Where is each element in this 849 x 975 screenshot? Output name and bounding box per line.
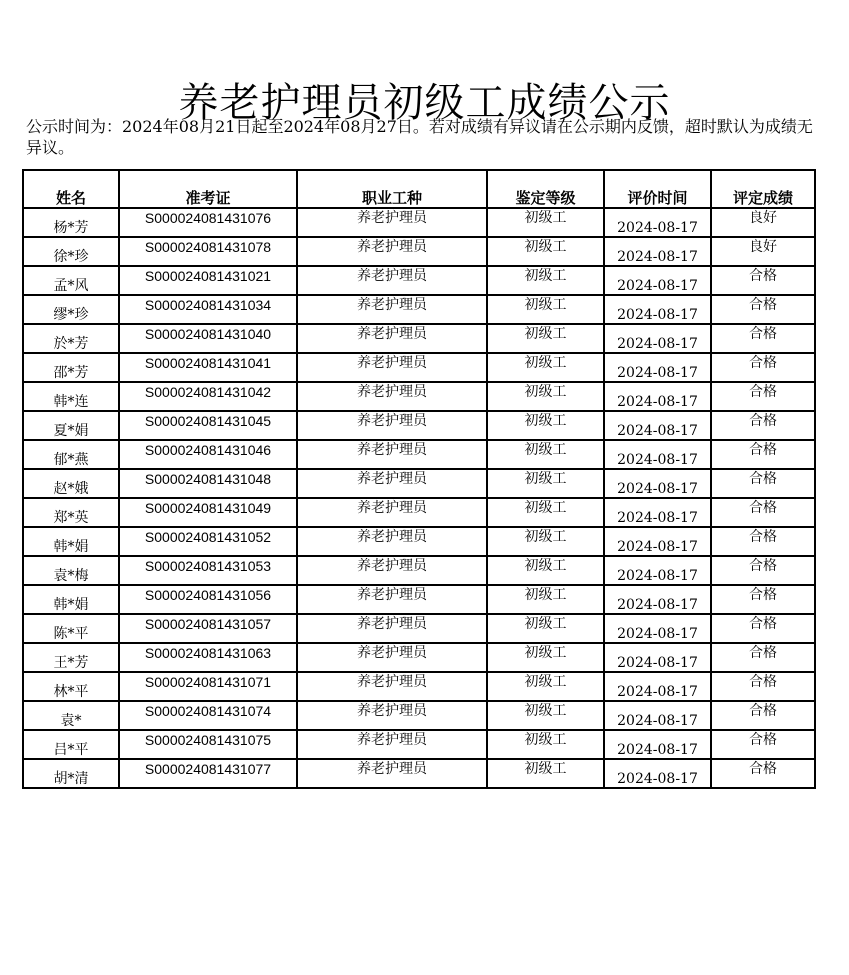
page-title: 养老护理员初级工成绩公示 [178,79,671,126]
table-row [23,295,815,324]
cell-exam-id: S000024081431063 [119,643,297,672]
cell-level: 初级工 [487,411,604,440]
cell-occupation: 养老护理员 [297,643,487,672]
cell-eval-time: 2024-08-17 [604,614,711,643]
cell-exam-id: S000024081431042 [119,382,297,411]
table-row [23,759,815,788]
cell-grade: 合格 [711,382,815,411]
cell-name: 於*芳 [23,324,119,353]
table-row [23,643,815,672]
cell-eval-time: 2024-08-17 [604,295,711,324]
cell-eval-time: 2024-08-17 [604,556,711,585]
cell-exam-id: S000024081431057 [119,614,297,643]
cell-eval-time: 2024-08-17 [604,585,711,614]
cell-name: 陈*平 [23,614,119,643]
cell-level: 初级工 [487,672,604,701]
cell-grade: 合格 [711,643,815,672]
cell-level: 初级工 [487,643,604,672]
cell-name: 郁*燕 [23,440,119,469]
cell-name: 吕*平 [23,730,119,759]
header-exam-id: 准考证 [119,170,297,208]
cell-eval-time: 2024-08-17 [604,208,711,237]
cell-occupation: 养老护理员 [297,353,487,382]
cell-grade: 合格 [711,701,815,730]
cell-exam-id: S000024081431048 [119,469,297,498]
cell-name: 邵*芳 [23,353,119,382]
table-row [23,527,815,556]
table-row [23,498,815,527]
table-row [23,556,815,585]
cell-exam-id: S000024081431074 [119,701,297,730]
cell-grade: 合格 [711,469,815,498]
cell-name: 缪*珍 [23,295,119,324]
cell-exam-id: S000024081431075 [119,730,297,759]
cell-level: 初级工 [487,266,604,295]
cell-occupation: 养老护理员 [297,469,487,498]
cell-occupation: 养老护理员 [297,672,487,701]
cell-level: 初级工 [487,324,604,353]
cell-name: 韩*连 [23,382,119,411]
cell-exam-id: S000024081431056 [119,585,297,614]
cell-exam-id: S000024081431071 [119,672,297,701]
header-grade: 评定成绩 [711,170,815,208]
cell-level: 初级工 [487,556,604,585]
cell-occupation: 养老护理员 [297,208,487,237]
table-row [23,614,815,643]
cell-occupation: 养老护理员 [297,411,487,440]
cell-grade: 合格 [711,353,815,382]
cell-occupation: 养老护理员 [297,382,487,411]
cell-name: 夏*娟 [23,411,119,440]
cell-occupation: 养老护理员 [297,498,487,527]
cell-grade: 合格 [711,440,815,469]
table-row [23,585,815,614]
cell-eval-time: 2024-08-17 [604,643,711,672]
cell-name: 郑*英 [23,498,119,527]
cell-occupation: 养老护理员 [297,440,487,469]
cell-exam-id: S000024081431046 [119,440,297,469]
cell-exam-id: S000024081431053 [119,556,297,585]
cell-eval-time: 2024-08-17 [604,382,711,411]
cell-exam-id: S000024081431041 [119,353,297,382]
cell-grade: 合格 [711,585,815,614]
notice-text: 公示时间为：2024年08月21日起至2024年08月27日。若对成绩有异议请在公示期内反馈，超时默认为成绩无异议。 [26,117,813,157]
cell-name: 赵*娥 [23,469,119,498]
cell-name: 袁* [23,701,119,730]
results-table [22,169,816,789]
cell-occupation: 养老护理员 [297,527,487,556]
table-row [23,208,815,237]
cell-level: 初级工 [487,353,604,382]
table-header [23,170,815,208]
cell-grade: 合格 [711,411,815,440]
cell-eval-time: 2024-08-17 [604,266,711,295]
cell-level: 初级工 [487,585,604,614]
cell-eval-time: 2024-08-17 [604,324,711,353]
table-row [23,324,815,353]
table-row [23,382,815,411]
cell-grade: 合格 [711,556,815,585]
cell-exam-id: S000024081431021 [119,266,297,295]
table-row [23,701,815,730]
cell-level: 初级工 [487,730,604,759]
cell-grade: 合格 [711,759,815,788]
cell-level: 初级工 [487,527,604,556]
table-row [23,411,815,440]
cell-level: 初级工 [487,469,604,498]
cell-occupation: 养老护理员 [297,614,487,643]
cell-level: 初级工 [487,701,604,730]
cell-level: 初级工 [487,295,604,324]
cell-eval-time: 2024-08-17 [604,759,711,788]
table-row [23,730,815,759]
cell-eval-time: 2024-08-17 [604,440,711,469]
cell-grade: 合格 [711,295,815,324]
table-row [23,469,815,498]
cell-grade: 合格 [711,527,815,556]
cell-grade: 良好 [711,208,815,237]
cell-name: 林*平 [23,672,119,701]
table-body [23,208,815,788]
header-eval-time: 评价时间 [604,170,711,208]
table-row [23,672,815,701]
cell-level: 初级工 [487,208,604,237]
cell-eval-time: 2024-08-17 [604,353,711,382]
cell-eval-time: 2024-08-17 [604,527,711,556]
cell-level: 初级工 [487,237,604,266]
cell-grade: 合格 [711,266,815,295]
cell-exam-id: S000024081431076 [119,208,297,237]
cell-grade: 合格 [711,672,815,701]
header-name: 姓名 [23,170,119,208]
cell-exam-id: S000024081431052 [119,527,297,556]
cell-name: 徐*珍 [23,237,119,266]
cell-grade: 合格 [711,324,815,353]
cell-eval-time: 2024-08-17 [604,411,711,440]
cell-exam-id: S000024081431077 [119,759,297,788]
cell-occupation: 养老护理员 [297,324,487,353]
cell-grade: 合格 [711,498,815,527]
table-row [23,237,815,266]
cell-name: 王*芳 [23,643,119,672]
cell-exam-id: S000024081431078 [119,237,297,266]
cell-exam-id: S000024081431040 [119,324,297,353]
cell-name: 孟*风 [23,266,119,295]
cell-eval-time: 2024-08-17 [604,701,711,730]
table-row [23,353,815,382]
cell-eval-time: 2024-08-17 [604,237,711,266]
cell-level: 初级工 [487,440,604,469]
cell-exam-id: S000024081431045 [119,411,297,440]
cell-level: 初级工 [487,498,604,527]
cell-eval-time: 2024-08-17 [604,672,711,701]
cell-name: 杨*芳 [23,208,119,237]
cell-name: 袁*梅 [23,556,119,585]
cell-level: 初级工 [487,382,604,411]
header-row [23,170,815,208]
cell-eval-time: 2024-08-17 [604,730,711,759]
cell-occupation: 养老护理员 [297,556,487,585]
cell-occupation: 养老护理员 [297,295,487,324]
cell-grade: 合格 [711,730,815,759]
cell-name: 胡*清 [23,759,119,788]
cell-eval-time: 2024-08-17 [604,498,711,527]
cell-occupation: 养老护理员 [297,237,487,266]
cell-occupation: 养老护理员 [297,759,487,788]
cell-level: 初级工 [487,759,604,788]
cell-occupation: 养老护理员 [297,266,487,295]
cell-name: 韩*娟 [23,527,119,556]
cell-grade: 合格 [711,614,815,643]
cell-eval-time: 2024-08-17 [604,469,711,498]
cell-occupation: 养老护理员 [297,701,487,730]
cell-exam-id: S000024081431049 [119,498,297,527]
table-row [23,266,815,295]
table-row [23,440,815,469]
cell-grade: 良好 [711,237,815,266]
cell-occupation: 养老护理员 [297,730,487,759]
cell-exam-id: S000024081431034 [119,295,297,324]
header-level: 鉴定等级 [487,170,604,208]
header-occupation: 职业工种 [297,170,487,208]
cell-level: 初级工 [487,614,604,643]
cell-occupation: 养老护理员 [297,585,487,614]
cell-name: 韩*娟 [23,585,119,614]
